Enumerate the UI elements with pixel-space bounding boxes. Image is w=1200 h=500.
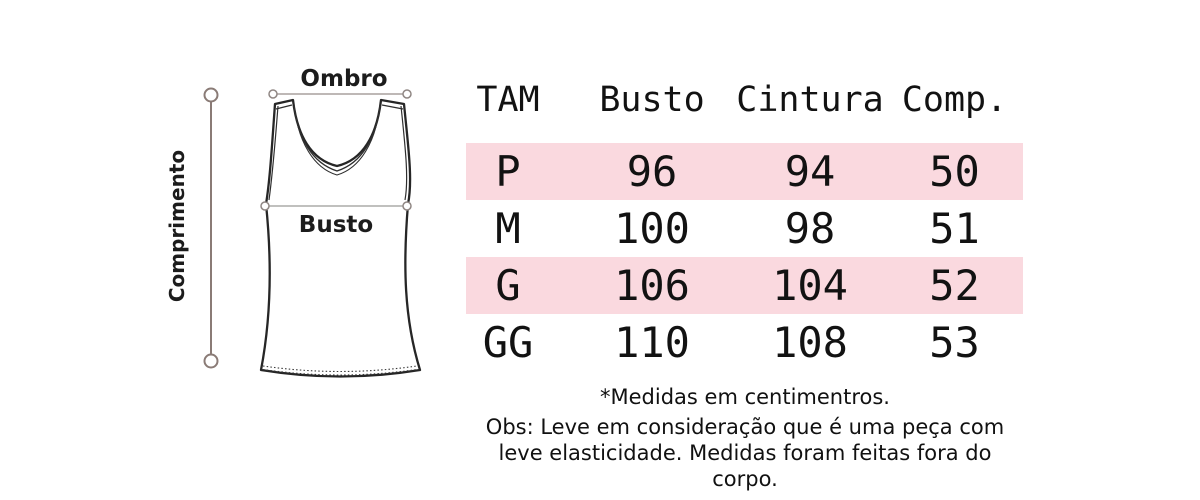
cell-busto: 100 bbox=[614, 203, 690, 253]
garment-diagram bbox=[150, 50, 470, 400]
measure-endpoint-icon bbox=[205, 89, 218, 102]
measure-endpoint-icon bbox=[403, 90, 411, 98]
col-header-cintura: Cintura bbox=[736, 79, 884, 120]
cell-cintura: 94 bbox=[784, 146, 836, 196]
obs-note: Obs: Leve em consideração que é uma peça com leve elasticidade. Medidas foram feitas fora do corpo. bbox=[485, 415, 1005, 491]
cell-comp: 52 bbox=[929, 260, 980, 310]
table-row-g bbox=[466, 257, 1023, 314]
units-note: *Medidas em centimentros. bbox=[600, 385, 890, 409]
comprimento-label: Comprimento bbox=[165, 149, 189, 303]
measure-endpoint-icon bbox=[269, 90, 277, 98]
cell-cintura: 98 bbox=[784, 203, 836, 253]
cell-size: P bbox=[495, 146, 521, 196]
ombro-measure bbox=[269, 66, 411, 98]
measure-endpoint-icon bbox=[403, 202, 411, 210]
cell-size: M bbox=[495, 203, 521, 253]
measure-endpoint-icon bbox=[261, 202, 269, 210]
table-row-m bbox=[466, 200, 1023, 257]
cell-comp: 51 bbox=[929, 203, 980, 253]
ombro-label: Ombro bbox=[300, 66, 388, 92]
col-header-tam: TAM bbox=[476, 79, 540, 120]
busto-diagram-label: Busto bbox=[298, 212, 374, 238]
tank-top-drawing bbox=[261, 100, 420, 377]
table-row-p bbox=[466, 143, 1023, 200]
size-table bbox=[466, 76, 1023, 371]
table-row-gg bbox=[466, 314, 1023, 371]
tank-top-outline bbox=[261, 100, 420, 377]
comprimento-measure bbox=[165, 89, 218, 368]
col-header-comp: Comp. bbox=[901, 79, 1008, 120]
cell-cintura: 108 bbox=[772, 317, 848, 367]
cell-busto: 96 bbox=[626, 146, 678, 196]
col-header-busto: Busto bbox=[599, 79, 705, 120]
cell-busto: 110 bbox=[614, 317, 690, 367]
cell-cintura: 104 bbox=[772, 260, 848, 310]
size-table-header bbox=[466, 76, 1023, 124]
cell-comp: 50 bbox=[929, 146, 980, 196]
cell-busto: 106 bbox=[614, 260, 690, 310]
cell-size: G bbox=[495, 260, 521, 310]
notes bbox=[440, 384, 1050, 492]
cell-comp: 53 bbox=[929, 317, 980, 367]
measure-endpoint-icon bbox=[205, 355, 218, 368]
cell-size: GG bbox=[482, 317, 534, 367]
